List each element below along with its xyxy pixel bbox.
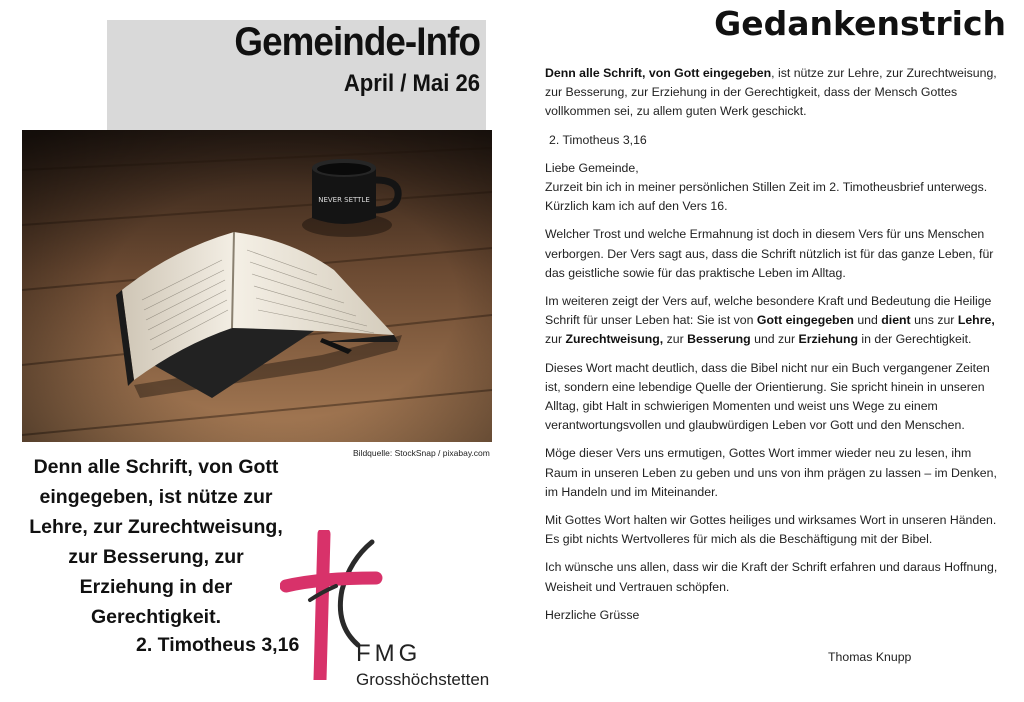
mug-text: NEVER SETTLE bbox=[318, 196, 370, 204]
article-paragraph-3 bbox=[545, 292, 1007, 350]
bible-photo bbox=[22, 130, 492, 442]
p3-bold-3: Lehre, bbox=[957, 313, 995, 328]
p3-bold-1: Gott eingegeben bbox=[756, 313, 854, 328]
photo-credit: Bildquelle: StockSnap / pixabay.com bbox=[353, 448, 490, 458]
p3-text-e: zur bbox=[545, 332, 566, 347]
logo-place: Grosshöchstetten bbox=[356, 670, 490, 689]
article-paragraph-1 bbox=[545, 159, 1007, 217]
bible-mug-illustration bbox=[22, 130, 492, 442]
article-closing: Herzliche Grüsse bbox=[545, 607, 640, 622]
verse-reference: 2. Timotheus 3,16 bbox=[136, 634, 300, 656]
page-title: Gemeinde-Info bbox=[234, 20, 480, 64]
article-paragraph-7: Ich wünsche uns allen, dass wir die Kraft der Schrift erfahren und daraus Hoffnung, Weisheit und Vertrauen schöpfen. bbox=[545, 560, 998, 594]
article-title: Gedankenstrich bbox=[714, 4, 1006, 43]
header-box bbox=[107, 20, 486, 130]
p3-text-a: Im weiteren zeigt der Vers auf, welche besondere Kraft und Bedeutung die Heilige Schrift für unser Leben hat: Sie ist von bbox=[545, 294, 992, 328]
p3-text-c: und bbox=[853, 313, 882, 328]
article-body bbox=[545, 64, 1007, 634]
logo-abbreviation: FMG bbox=[356, 640, 422, 667]
p3-text-h: in der Gerechtigkeit. bbox=[857, 332, 972, 347]
article-paragraph-2: Welcher Trost und welche Ermahnung ist doch in diesem Vers für uns Menschen verborgen. Der Vers sagt aus, dass die Schrift nützlich ist für das ganze Leben, für das geistliche sowie für das praktische Leben im Alltag. bbox=[545, 227, 994, 280]
author-signature: Thomas Knupp bbox=[828, 650, 912, 664]
p3-bold-2: dient bbox=[881, 313, 911, 328]
p3-text-d: uns zur bbox=[910, 313, 958, 328]
p3-bold-5: Besserung bbox=[687, 332, 751, 347]
intro-bold: Denn alle Schrift, von Gott eingegeben bbox=[545, 66, 772, 80]
article-intro bbox=[545, 64, 1007, 122]
article-paragraph-4: Dieses Wort macht deutlich, dass die Bibel nicht nur ein Buch vergangener Zeiten ist, sondern eine lebendige Quelle der Orientierung. Sie spricht hinein in unseren Alltag, gibt Halt in schwierigen Momenten und weist uns Wege zu einem verantwortungsvollen und glaubwürdigen Leben vor Gott und den Menschen. bbox=[545, 360, 990, 433]
issue-date: April / Mai 26 bbox=[343, 70, 480, 97]
greeting: Liebe Gemeinde, bbox=[545, 160, 639, 175]
intro-rest: , ist nütze zur Lehre, zur Zurechtweisung, zur Besserung, zur Erziehung in der Gerechtigkeit, dass der Mensch Gottes vollkommen sei, zu allem guten Werk geschickt. bbox=[545, 66, 997, 119]
verse-quote: Denn alle Schrift, von Gott eingegeben, ist nütze zur Lehre, zur Zurechtweisung, zur Besserung, zur Erziehung in der Gerechtigkeit. bbox=[29, 456, 283, 628]
p1-text: Zurzeit bin ich in meiner persönlichen Stillen Zeit im 2. Timotheusbrief unterwegs. Kürzlich kam ich auf den Vers 16. bbox=[545, 180, 988, 214]
p3-text-g: und zur bbox=[750, 332, 799, 347]
article-paragraph-6: Mit Gottes Wort halten wir Gottes heiliges und wirksames Wort in unseren Händen. Es gibt nichts Wertvolleres für mich als die Beschäftigung mit der Bibel. bbox=[545, 513, 997, 547]
p3-bold-6: Erziehung bbox=[798, 332, 858, 347]
p3-bold-4: Zurechtweisung, bbox=[565, 332, 664, 347]
p3-text-f: zur bbox=[663, 332, 688, 347]
article-reference: 2. Timotheus 3,16 bbox=[549, 132, 647, 147]
article-paragraph-5: Möge dieser Vers uns ermutigen, Gottes Wort immer wieder neu zu lesen, ihm Raum in unseren Leben zu geben und uns von ihm prägen zu lassen – im Denken, im Handeln und im Miteinander. bbox=[545, 446, 997, 499]
